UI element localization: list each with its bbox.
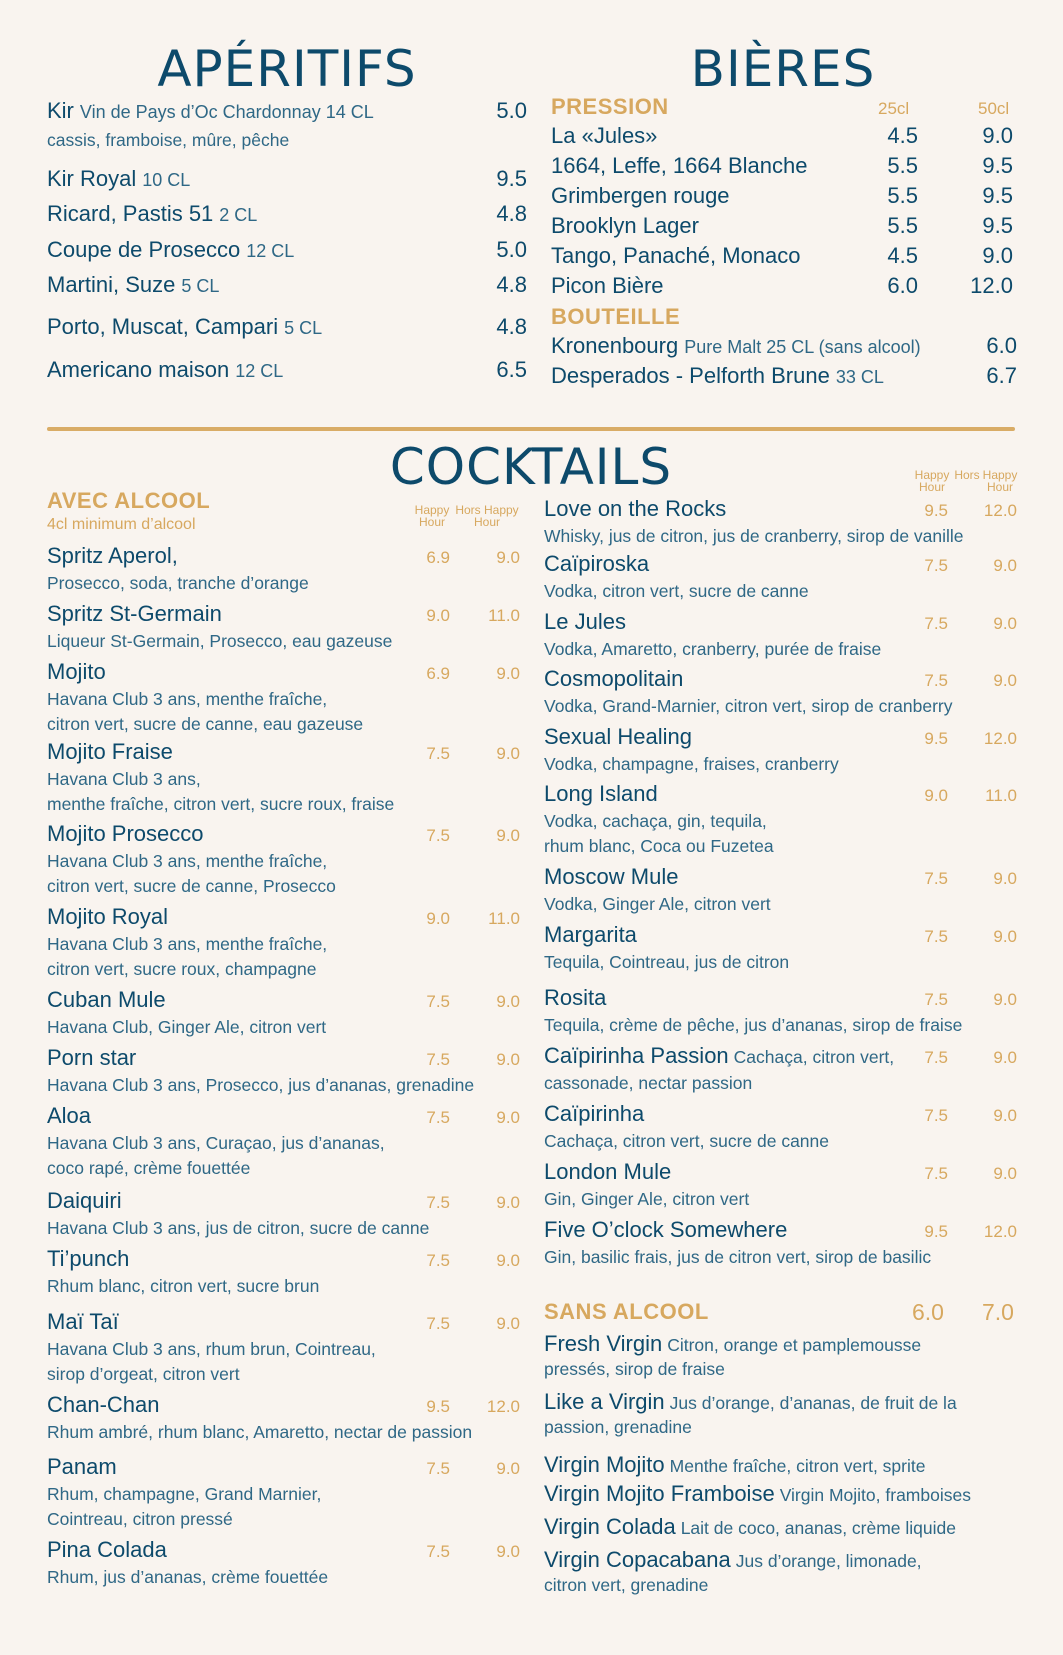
cocktail-item-name: Mojito bbox=[47, 659, 106, 684]
aperitif-name: Martini, Suze 5 CL bbox=[47, 272, 220, 297]
sans-alcool-description: citron vert, grenadine bbox=[544, 1575, 709, 1595]
pression-price-50: 9.5 bbox=[982, 183, 1013, 208]
cocktail-name bbox=[47, 821, 204, 847]
aperitif-detail: 12 CL bbox=[235, 361, 284, 381]
aperitif-name: Kir Vin de Pays d’Oc Chardonnay 14 CL bbox=[47, 98, 374, 123]
pression-price-25: 4.5 bbox=[887, 243, 918, 268]
cocktail-item-name: Daiquiri bbox=[47, 1188, 122, 1213]
cocktail-name bbox=[544, 666, 683, 692]
cocktail-description: citron vert, sucre de canne, eau gazeuse bbox=[47, 714, 364, 734]
pression-label: PRESSION bbox=[551, 94, 669, 119]
cocktail-item-name: Porn star bbox=[47, 1045, 137, 1070]
cocktail-hors-price: 9.0 bbox=[993, 614, 1017, 633]
cocktail-description: Havana Club 3 ans, menthe fraîche, bbox=[47, 851, 328, 871]
cocktail-hors-price: 9.0 bbox=[496, 1193, 520, 1212]
sans-alcool-inline-desc: Menthe fraîche, citron vert, sprite bbox=[669, 1456, 926, 1476]
cocktail-happy-price: 7.5 bbox=[426, 1459, 450, 1478]
aperitif-price: 9.5 bbox=[496, 166, 527, 191]
cocktail-description: sirop d’orgeat, citron vert bbox=[47, 1364, 240, 1384]
cocktail-description: Rhum ambré, rhum blanc, Amaretto, nectar de passion bbox=[47, 1422, 473, 1442]
pression-name: Tango, Panaché, Monaco bbox=[551, 243, 801, 268]
cocktail-hors-price: 9.0 bbox=[993, 1048, 1017, 1067]
cocktail-name bbox=[544, 496, 726, 522]
bouteille-item-name: Desperados - Pelforth Brune bbox=[551, 363, 830, 388]
cocktail-item-name: Sexual Healing bbox=[544, 724, 692, 749]
sans-alcool-name bbox=[544, 1514, 956, 1540]
pression-price-50: 9.0 bbox=[982, 123, 1013, 148]
aperitif-detail: 5 CL bbox=[284, 318, 323, 338]
sans-alcool-inline-desc: Jus d’orange, d’ananas, de fruit de la bbox=[669, 1393, 957, 1413]
cocktail-description: citron vert, sucre de canne, Prosecco bbox=[47, 876, 336, 896]
cocktail-happy-price: 9.5 bbox=[924, 1222, 948, 1241]
pression-name: 1664, Leffe, 1664 Blanche bbox=[551, 153, 808, 178]
cocktail-name bbox=[544, 922, 637, 948]
cocktail-hors-price: 11.0 bbox=[488, 606, 520, 625]
aperitif-price: 6.5 bbox=[496, 357, 527, 382]
cocktail-hors-price: 12.0 bbox=[486, 1397, 520, 1416]
cocktail-description: menthe fraîche, citron vert, sucre roux, fraise bbox=[47, 794, 395, 814]
bieres-title: BIÈRES bbox=[690, 40, 876, 98]
pression-price-25: 5.5 bbox=[887, 183, 918, 208]
cocktail-hors-price: 12.0 bbox=[983, 1222, 1017, 1241]
cocktail-name bbox=[47, 904, 168, 930]
cocktail-hors-price: 9.0 bbox=[496, 1108, 520, 1127]
bouteille-label: BOUTEILLE bbox=[551, 304, 681, 329]
cocktail-description: Cachaça, citron vert, sucre de canne bbox=[544, 1131, 830, 1151]
sans-alcool-label: SANS ALCOOL bbox=[544, 1299, 709, 1324]
sans-alcool-item-name: Virgin Mojito Framboise bbox=[544, 1481, 775, 1506]
sans-alcool-name bbox=[544, 1331, 921, 1357]
cocktail-description: Tequila, crème de pêche, jus d’ananas, sirop de fraise bbox=[544, 1015, 963, 1035]
col-25cl-label: 25cl bbox=[878, 99, 910, 118]
cocktail-description: Havana Club 3 ans, bbox=[47, 769, 201, 789]
cocktail-name bbox=[47, 1454, 117, 1480]
cocktail-name bbox=[47, 1309, 119, 1335]
pression-name: Brooklyn Lager bbox=[551, 213, 699, 238]
cocktail-happy-price: 6.9 bbox=[426, 664, 450, 683]
aperitifs-title: APÉRITIFS bbox=[157, 40, 417, 98]
bouteille-name bbox=[551, 363, 884, 389]
cocktail-item-name: Cuban Mule bbox=[47, 987, 166, 1012]
aperitif-detail: 12 CL bbox=[246, 241, 295, 261]
left-happy-hour-header: Happy Hour bbox=[414, 503, 450, 529]
cocktail-name bbox=[47, 987, 166, 1013]
cocktail-hors-price: 9.0 bbox=[496, 1459, 520, 1478]
cocktail-hors-price: 12.0 bbox=[983, 729, 1017, 748]
cocktail-happy-price: 7.5 bbox=[426, 992, 450, 1011]
cocktail-happy-price: 7.5 bbox=[426, 1108, 450, 1127]
cocktail-item-name: Chan-Chan bbox=[47, 1392, 160, 1417]
cocktail-name bbox=[47, 1045, 136, 1071]
cocktail-happy-price: 9.5 bbox=[924, 729, 948, 748]
sans-alcool-description: pressés, sirop de fraise bbox=[544, 1359, 725, 1379]
cocktail-item-name: Long Island bbox=[544, 781, 658, 806]
cocktail-happy-price: 7.5 bbox=[426, 826, 450, 845]
cocktail-item-name: Five O’clock Somewhere bbox=[544, 1217, 788, 1242]
sans-alcool-item-name: Virgin Colada bbox=[544, 1514, 676, 1539]
cocktail-item-name: Mojito Fraise bbox=[47, 739, 173, 764]
cocktail-item-name: London Mule bbox=[544, 1159, 672, 1184]
cocktail-description: rhum blanc, Coca ou Fuzetea bbox=[544, 836, 774, 856]
cocktail-hors-price: 11.0 bbox=[985, 786, 1017, 805]
aperitif-name: Porto, Muscat, Campari 5 CL bbox=[47, 314, 323, 339]
aperitif-name: Americano maison 12 CL bbox=[47, 357, 284, 382]
aperitif-price: 4.8 bbox=[496, 272, 527, 297]
cocktail-description: Rhum, jus d’ananas, crème fouettée bbox=[47, 1567, 329, 1587]
cocktail-happy-price: 7.5 bbox=[426, 1193, 450, 1212]
cocktail-hors-price: 9.0 bbox=[496, 548, 520, 567]
bouteille-name bbox=[551, 333, 921, 359]
sans-alcool-name bbox=[544, 1452, 925, 1478]
cocktail-description: Gin, Ginger Ale, citron vert bbox=[544, 1189, 750, 1209]
cocktail-hors-price: 9.0 bbox=[993, 927, 1017, 946]
cocktail-item-name: Caïpiroska bbox=[544, 551, 650, 576]
aperitif-name: Coupe de Prosecco 12 CL bbox=[47, 237, 295, 262]
cocktail-description: Vodka, champagne, fraises, cranberry bbox=[544, 754, 839, 774]
sans-alcool-inline-desc: Jus d’orange, limonade, bbox=[735, 1551, 922, 1571]
cocktail-description: Havana Club 3 ans, menthe fraîche, bbox=[47, 689, 328, 709]
sans-alcool-happy-price: 6.0 bbox=[912, 1299, 944, 1325]
sans-alcool-item-name: Like a Virgin bbox=[544, 1389, 665, 1414]
cocktail-hors-price: 9.0 bbox=[993, 1106, 1017, 1125]
cocktail-description: Vodka, cachaça, gin, tequila, bbox=[544, 811, 767, 831]
cocktail-description: Havana Club 3 ans, Curaçao, jus d’ananas, bbox=[47, 1133, 385, 1153]
cocktail-description: Vodka, Amaretto, cranberry, purée de fraise bbox=[544, 639, 882, 659]
cocktail-hors-price: 9.0 bbox=[496, 1251, 520, 1270]
cocktail-description: Tequila, Cointreau, jus de citron bbox=[544, 952, 790, 972]
cocktail-item-name: Mojito Royal bbox=[47, 904, 169, 929]
cocktail-name bbox=[544, 1217, 787, 1243]
cocktail-hors-price: 9.0 bbox=[496, 664, 520, 683]
cocktail-name bbox=[544, 609, 626, 635]
cocktail-inline-desc: Cachaça, citron vert, bbox=[733, 1047, 895, 1067]
cocktail-happy-price: 6.9 bbox=[426, 548, 450, 567]
sans-alcool-item-name: Virgin Copacabana bbox=[544, 1547, 731, 1572]
cocktail-hors-price: 9.0 bbox=[496, 826, 520, 845]
cocktail-item-name: Aloa bbox=[47, 1103, 92, 1128]
sans-alcool-name bbox=[544, 1481, 971, 1507]
aperitif-name: Kir Royal 10 CL bbox=[47, 166, 191, 191]
cocktail-description: cassonade, nectar passion bbox=[544, 1073, 753, 1093]
cocktail-happy-price: 9.0 bbox=[924, 786, 948, 805]
pression-name: La «Jules» bbox=[551, 123, 658, 148]
sans-alcool-inline-desc: Virgin Mojito, framboises bbox=[779, 1485, 971, 1505]
cocktail-happy-price: 9.0 bbox=[426, 909, 450, 928]
cocktail-happy-price: 7.5 bbox=[426, 1050, 450, 1069]
cocktail-happy-price: 7.5 bbox=[924, 990, 948, 1009]
cocktail-item-name: Love on the Rocks bbox=[544, 496, 727, 521]
aperitif-detail: 10 CL bbox=[142, 170, 191, 190]
cocktail-happy-price: 7.5 bbox=[426, 1314, 450, 1333]
cocktail-happy-price: 7.5 bbox=[924, 614, 948, 633]
cocktail-happy-price: 7.5 bbox=[924, 1164, 948, 1183]
cocktail-name bbox=[544, 551, 649, 577]
pression-price-25: 5.5 bbox=[887, 213, 918, 238]
cocktail-name bbox=[47, 543, 178, 569]
right-happy-hour-header-2: Happy Hour bbox=[982, 468, 1018, 494]
cocktail-hors-price: 11.0 bbox=[488, 909, 520, 928]
right-happy-hour-header: Happy Hour bbox=[914, 468, 950, 494]
cocktail-hors-price: 9.0 bbox=[993, 990, 1017, 1009]
cocktail-name bbox=[47, 601, 222, 627]
sans-alcool-name bbox=[544, 1389, 957, 1415]
cocktail-item-name: Cosmopolitain bbox=[544, 666, 684, 691]
cocktail-name bbox=[47, 1246, 129, 1272]
cocktail-hors-price: 9.0 bbox=[496, 744, 520, 763]
cocktail-happy-price: 7.5 bbox=[924, 869, 948, 888]
pression-price-50: 9.5 bbox=[982, 153, 1013, 178]
sans-alcool-hors-price: 7.0 bbox=[982, 1299, 1014, 1325]
aperitifs-list bbox=[47, 0, 527, 400]
cocktail-description: Havana Club 3 ans, Prosecco, jus d’ananas, grenadine bbox=[47, 1075, 475, 1095]
cocktail-hors-price: 9.0 bbox=[993, 869, 1017, 888]
cocktail-item-name: Rosita bbox=[544, 985, 607, 1010]
right-hors-header: Hors bbox=[954, 468, 980, 482]
cocktail-happy-price: 7.5 bbox=[426, 744, 450, 763]
cocktail-name bbox=[47, 1188, 122, 1214]
cocktail-name bbox=[47, 659, 106, 685]
avec-alcool-note: 4cl minimum d’alcool bbox=[47, 516, 196, 533]
cocktail-description: coco rapé, crème fouettée bbox=[47, 1158, 251, 1178]
bouteille-item-name: Kronenbourg bbox=[551, 333, 679, 358]
cocktail-description: Havana Club, Ginger Ale, citron vert bbox=[47, 1017, 327, 1037]
aperitif-detail: 5 CL bbox=[181, 276, 220, 296]
cocktail-hors-price: 9.0 bbox=[496, 1050, 520, 1069]
cocktail-name bbox=[544, 1043, 894, 1069]
cocktail-description: Havana Club 3 ans, rhum brun, Cointreau, bbox=[47, 1339, 376, 1359]
sans-alcool-name bbox=[544, 1547, 922, 1573]
left-hors-happy-hour-header: Hors Happy Hour bbox=[455, 503, 519, 529]
cocktail-description: Vodka, Grand-Marnier, citron vert, sirop de cranberry bbox=[544, 696, 953, 716]
cocktail-description: Havana Club 3 ans, menthe fraîche, bbox=[47, 934, 328, 954]
avec-alcool-label: AVEC ALCOOL bbox=[47, 488, 211, 513]
cocktail-description: Liqueur St-Germain, Prosecco, eau gazeuse bbox=[47, 631, 393, 651]
cocktail-hors-price: 9.0 bbox=[496, 1314, 520, 1333]
cocktail-item-name: Moscow Mule bbox=[544, 864, 679, 889]
pression-price-50: 9.5 bbox=[982, 213, 1013, 238]
pression-name: Picon Bière bbox=[551, 273, 664, 298]
cocktail-hors-price: 9.0 bbox=[993, 671, 1017, 690]
sans-alcool-inline-desc: Citron, orange et pamplemousse bbox=[667, 1335, 922, 1355]
pression-price-25: 4.5 bbox=[887, 123, 918, 148]
cocktail-name bbox=[544, 864, 678, 890]
aperitif-name: Ricard, Pastis 51 2 CL bbox=[47, 201, 258, 226]
cocktail-happy-price: 9.5 bbox=[426, 1397, 450, 1416]
cocktail-happy-price: 7.5 bbox=[924, 556, 948, 575]
cocktail-hors-price: 12.0 bbox=[983, 501, 1017, 520]
pression-price-50: 12.0 bbox=[970, 273, 1013, 298]
cocktail-description: Whisky, jus de citron, jus de cranberry, sirop de vanille bbox=[544, 526, 964, 546]
aperitif-price: 4.8 bbox=[496, 201, 527, 226]
cocktail-name bbox=[544, 985, 606, 1011]
col-50cl-label: 50cl bbox=[978, 99, 1010, 118]
bouteille-price: 6.0 bbox=[986, 333, 1017, 358]
cocktail-item-name: Ti’punch bbox=[47, 1246, 130, 1271]
bouteille-item-detail: 33 CL bbox=[835, 367, 884, 387]
aperitif-price: 4.8 bbox=[496, 314, 527, 339]
pression-price-50: 9.0 bbox=[982, 243, 1013, 268]
cocktail-name bbox=[544, 781, 658, 807]
cocktail-happy-price: 7.5 bbox=[924, 927, 948, 946]
cocktail-name bbox=[47, 1537, 167, 1563]
pression-price-25: 5.5 bbox=[887, 153, 918, 178]
cocktail-name bbox=[47, 1103, 91, 1129]
cocktail-description: Vodka, citron vert, sucre de canne bbox=[544, 581, 809, 601]
cocktail-name bbox=[544, 1101, 644, 1127]
pression-price-25: 6.0 bbox=[887, 273, 918, 298]
bouteille-item-detail: Pure Malt 25 CL (sans alcool) bbox=[684, 337, 921, 357]
cocktail-description: Gin, basilic frais, jus de citron vert, sirop de basilic bbox=[544, 1247, 932, 1267]
cocktail-item-name: Caïpirinha bbox=[544, 1101, 645, 1126]
aperitif-detail: Vin de Pays d’Oc Chardonnay 14 CL bbox=[79, 102, 374, 122]
cocktail-description: Rhum, champagne, Grand Marnier, bbox=[47, 1484, 322, 1504]
cocktail-item-name: Spritz St-Germain bbox=[47, 601, 222, 626]
cocktail-description: Prosecco, soda, tranche d’orange bbox=[47, 573, 309, 593]
pression-name: Grimbergen rouge bbox=[551, 183, 730, 208]
aperitif-price: 5.0 bbox=[496, 98, 527, 123]
cocktail-name bbox=[544, 724, 692, 750]
cocktail-hors-price: 9.0 bbox=[496, 992, 520, 1011]
cocktail-item-name: Maï Taï bbox=[47, 1309, 119, 1334]
cocktail-happy-price: 7.5 bbox=[426, 1542, 450, 1561]
cocktail-name bbox=[47, 739, 173, 765]
cocktail-name bbox=[47, 1392, 160, 1418]
aperitif-price: 5.0 bbox=[496, 237, 527, 262]
cocktail-hors-price: 9.0 bbox=[993, 556, 1017, 575]
cocktail-happy-price: 9.0 bbox=[426, 606, 450, 625]
cocktail-happy-price: 7.5 bbox=[426, 1251, 450, 1270]
cocktail-item-name: Caïpirinha Passion bbox=[544, 1043, 729, 1068]
aperitif-detail: 2 CL bbox=[219, 205, 258, 225]
cocktail-hors-price: 9.0 bbox=[993, 1164, 1017, 1183]
section-divider bbox=[47, 427, 1015, 431]
cocktails-title: COCKTAILS bbox=[389, 438, 673, 496]
cocktail-item-name: Le Jules bbox=[544, 609, 626, 634]
sans-alcool-description: passion, grenadine bbox=[544, 1417, 692, 1437]
cocktail-description: Cointreau, citron pressé bbox=[47, 1509, 233, 1529]
bouteille-price: 6.7 bbox=[986, 363, 1017, 388]
aperitif-description: cassis, framboise, mûre, pêche bbox=[47, 130, 290, 150]
cocktail-happy-price: 7.5 bbox=[924, 1048, 948, 1067]
cocktail-item-name: Mojito Prosecco bbox=[47, 821, 204, 846]
cocktail-item-name: Margarita bbox=[544, 922, 637, 947]
cocktail-happy-price: 7.5 bbox=[924, 671, 948, 690]
cocktail-description: citron vert, sucre roux, champagne bbox=[47, 959, 317, 979]
cocktail-item-name: Pina Colada bbox=[47, 1537, 167, 1562]
cocktail-description: Vodka, Ginger Ale, citron vert bbox=[544, 894, 771, 914]
cocktail-happy-price: 7.5 bbox=[924, 1106, 948, 1125]
sans-alcool-item-name: Virgin Mojito bbox=[544, 1452, 665, 1477]
cocktail-item-name: Spritz Aperol, bbox=[47, 543, 178, 568]
cocktail-item-name: Panam bbox=[47, 1454, 117, 1479]
cocktail-happy-price: 9.5 bbox=[924, 501, 948, 520]
cocktail-description: Rhum blanc, citron vert, sucre brun bbox=[47, 1276, 320, 1296]
sans-alcool-item-name: Fresh Virgin bbox=[544, 1331, 663, 1356]
cocktail-hors-price: 9.0 bbox=[496, 1542, 520, 1561]
cocktail-name bbox=[544, 1159, 671, 1185]
sans-alcool-inline-desc: Lait de coco, ananas, crème liquide bbox=[680, 1518, 956, 1538]
cocktail-description: Havana Club 3 ans, jus de citron, sucre de canne bbox=[47, 1218, 430, 1238]
